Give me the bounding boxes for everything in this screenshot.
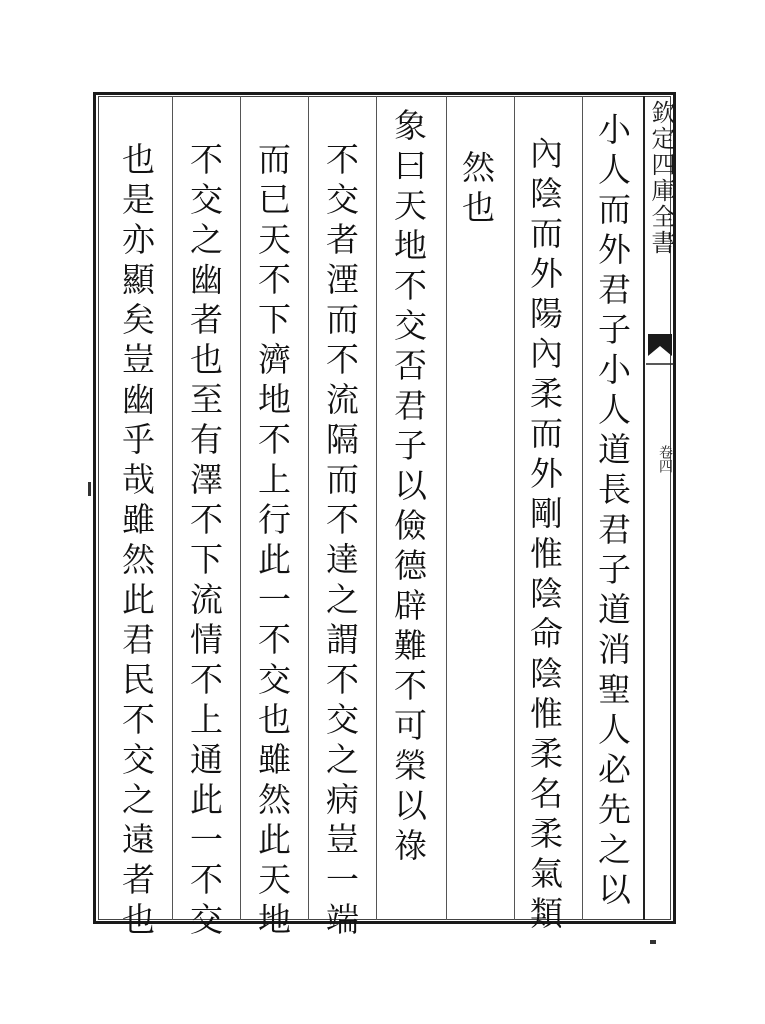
- edge-volume-label: 卷四: [657, 445, 673, 473]
- text-column-7: 不交之幽者也至有澤不下流情不上通此一不交: [185, 142, 224, 942]
- text-column-2: 內陰而外陽內柔而外剛惟陰命陰惟柔名柔氣類: [525, 136, 564, 936]
- text-column-5: 不交者湮而不流隔而不達之謂不交之病豈一端: [321, 142, 360, 942]
- text-column-3: 然也: [457, 150, 496, 230]
- text-column-6: 而已天不下濟地不上行此一不交也雖然此天地: [253, 142, 292, 942]
- text-column-4: 象曰天地不交否君子以儉德辟難不可榮以祿: [389, 108, 428, 868]
- text-column-1: 小人而外君子小人道長君子道消聖人必先之以: [593, 112, 632, 912]
- text-column-8: 也是亦顯矣豈幽乎哉雖然此君民不交之遠者也: [117, 142, 156, 942]
- edge-book-title: 欽定四庫全書: [647, 100, 675, 256]
